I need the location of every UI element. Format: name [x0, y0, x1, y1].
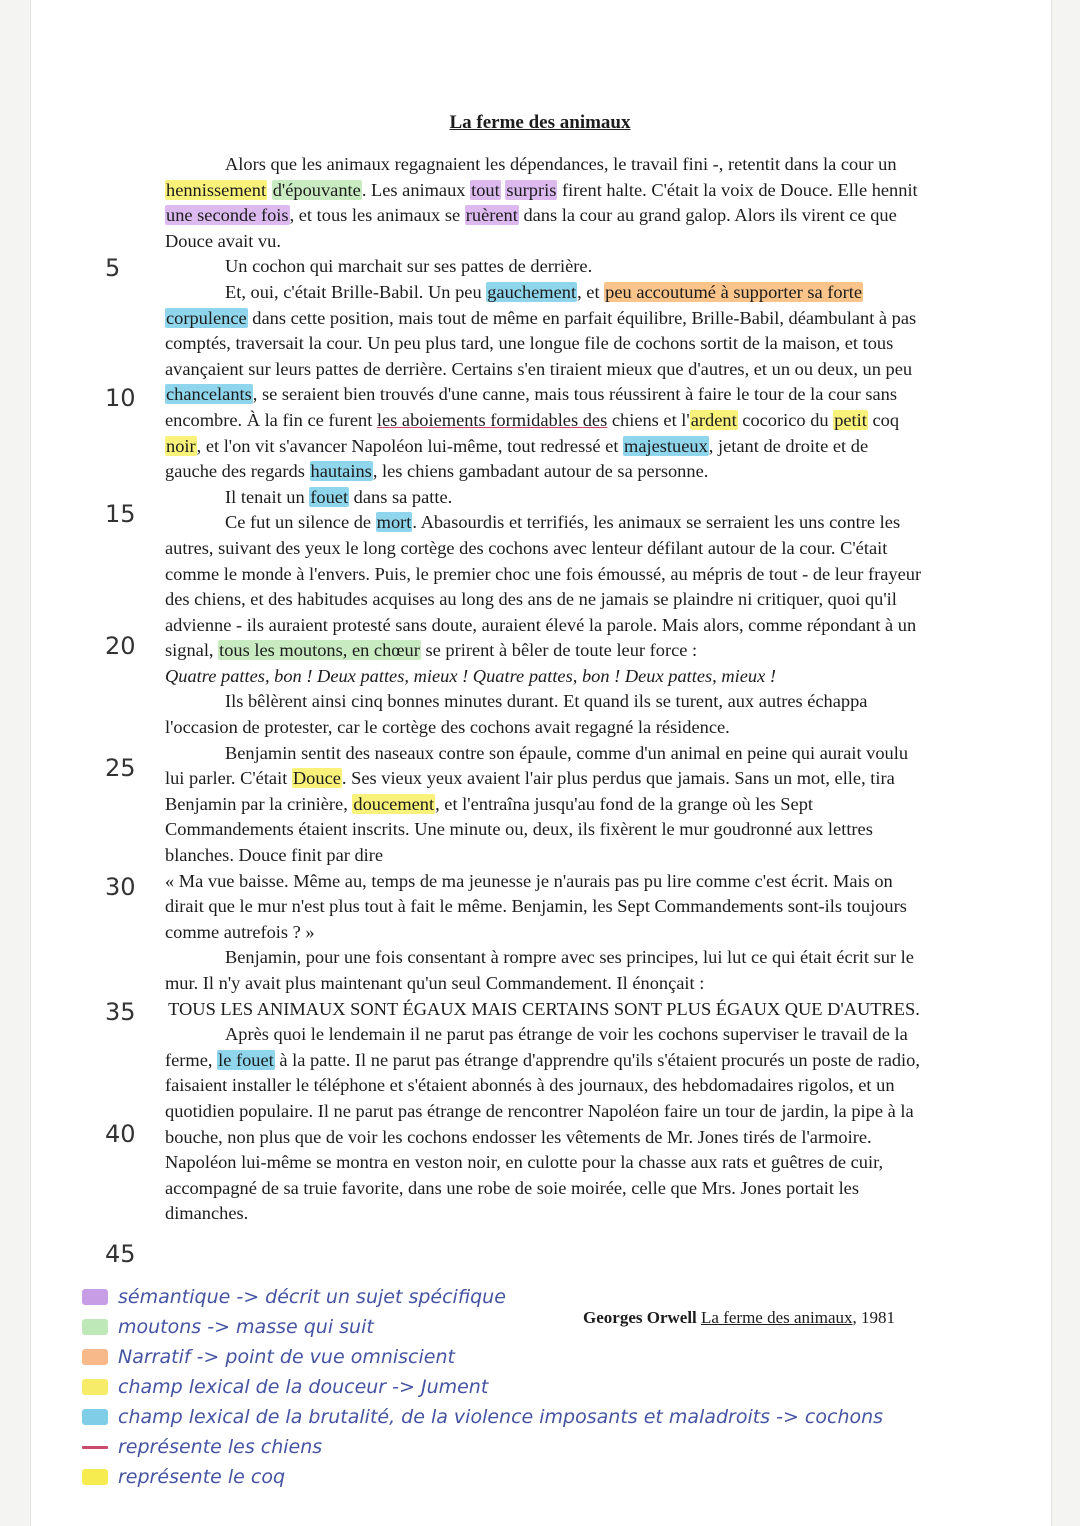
highlighted-word: gauchement [487, 281, 577, 302]
text-run: . Les animaux [361, 179, 471, 200]
color-swatch [82, 1379, 108, 1395]
highlighted-word: hennissement [166, 179, 267, 200]
line-number: 30 [105, 873, 136, 901]
color-swatch [82, 1409, 108, 1425]
paragraph [165, 254, 923, 280]
legend-note: Narratif -> point de vue omniscient [118, 1346, 455, 1368]
paragraph [165, 945, 923, 996]
text-run: Quatre pattes, bon ! Deux pattes, mieux ! Quatre pattes, bon ! Deux pattes, mieux ! [165, 665, 777, 686]
highlighted-word: corpulence [166, 307, 247, 328]
text-run: dans cette position, mais tout de même en parfait équilibre, Brille-Babil, déambulant à pas comptés, traversait la cour. Un peu plus tard, une longue file de cochons sortit de la maison, et tous avançaient sur leurs pattes de derrière. Certains s'en tiraient mieux que d'autres, et un ou deux, un peu [165, 307, 917, 379]
text-run: Un cochon qui marchait sur ses pattes de derrière. [225, 256, 593, 277]
paragraph [165, 741, 923, 869]
highlighted-word: noir [166, 435, 196, 456]
highlighted-word: tout [471, 179, 500, 200]
text-run: Il tenait un [225, 486, 310, 507]
text-run: Après quoi le lendemain il ne parut pas étrange de voir les cochons superviser le travail de la ferme, [165, 1024, 908, 1070]
paragraph [165, 485, 923, 511]
text-run: coq [867, 409, 900, 430]
paragraph [165, 1022, 923, 1227]
underlined-phrase: les aboiements formidables des [376, 409, 608, 430]
legend-note: champ lexical de la brutalité, de la violence imposants et maladroits -> cochons [118, 1406, 884, 1428]
highlighted-word: ruèrent [465, 205, 518, 226]
legend-item [82, 1282, 1042, 1312]
highlighted-word: peu accoutumé à supporter sa forte [605, 281, 863, 302]
line-number: 15 [105, 500, 136, 528]
text-run: se prirent à bêler de toute leur force : [420, 640, 698, 661]
citation-year: , 1981 [852, 1308, 896, 1327]
line-number: 45 [105, 1240, 136, 1268]
text-run: « Ma vue baisse. Même au, temps de ma jeunesse je n'aurais pas pu lire comme c'est écrit. Mais on dirait que le mur n'est plus tout à fait le même. Benjamin, les Sept Commandements sont-ils toujours comme autrefois ? » [165, 870, 907, 942]
line-number: 10 [105, 384, 136, 412]
color-swatch [82, 1289, 108, 1305]
text-run: Benjamin sentit des naseaux contre son épaule, comme d'un animal en peine qui aurait voulu lui parler. C'était [165, 742, 909, 789]
highlighted-word: mort [376, 512, 412, 533]
paragraph [165, 152, 923, 254]
legend-note: représente le coq [118, 1466, 286, 1488]
text-run: Ce fut un silence de [225, 512, 376, 533]
highlighted-word: doucement [353, 793, 435, 814]
legend-note: représente les chiens [118, 1436, 323, 1458]
color-swatch [82, 1319, 108, 1335]
paragraph [165, 510, 923, 664]
document-title: La ferme des animaux [449, 112, 631, 133]
text-run: , et tous les animaux se [289, 205, 465, 226]
legend-item [82, 1342, 1042, 1372]
text-run: Benjamin, pour une fois consentant à rompre avec ses principes, lui lut ce qui était écrit sur le mur. Il n'y avait plus maintenant qu'un seul Commandement. Il énonçait : [165, 947, 914, 993]
legend-item [82, 1462, 1042, 1492]
text-run: . Abasourdis et terrifiés, les animaux se serraient les uns contre les autres, suivant des yeux le long cortège des cochons avec lenteur défilant autour de la cour. C'était comme le monde à l'envers. Puis, le premier choc une fois émoussé, au mépris de tout - de leur frayeur des chiens, et des habitudes acquises au long des ans de ne jamais se plaindre ni critiquer, quoi qu'il advienne - ils auraient protesté sans doute, auraient élevé la parole. Mais alors, comme répondant à un signal, [165, 512, 922, 661]
text-run: dans la cour au grand galop. Alors ils virent ce que Douce avait vu. [165, 205, 897, 251]
highlighted-word: d'épouvante [272, 179, 361, 200]
line-number: 20 [105, 632, 136, 660]
text-run: , et l'on vit s'avancer Napoléon lui-même, tout redressé et [196, 435, 624, 456]
text-run: TOUS LES ANIMAUX SONT ÉGAUX MAIS CERTAINS SONT PLUS ÉGAUX QUE D'AUTRES. [168, 998, 920, 1019]
highlighted-word: fouet [310, 486, 349, 507]
highlighted-word: ardent [690, 409, 737, 430]
paragraph [165, 997, 923, 1023]
highlighted-word: chancelants [166, 384, 252, 405]
highlighted-word: le fouet [218, 1049, 274, 1070]
text-run: cocorico du [737, 409, 834, 430]
citation-book: La ferme des animaux [701, 1308, 853, 1327]
text-run: . Ses vieux yeux avaient l'air plus perdus que jamais. Sans un mot, elle, tira Benjamin par la crinière, [165, 768, 895, 814]
text-body [165, 152, 923, 1227]
paragraph [165, 664, 923, 690]
text-run: Et, oui, c'était Brille-Babil. Un peu [225, 281, 487, 302]
highlighted-word: Douce [292, 768, 341, 789]
legend-note: sémantique -> décrit un sujet spécifique [118, 1286, 506, 1308]
legend-note: moutons -> masse qui suit [118, 1316, 374, 1338]
citation-author: Georges Orwell [583, 1308, 697, 1327]
text-run: à la patte. Il ne parut pas étrange d'apprendre qu'ils s'étaient procurés un poste de radio, faisaient installer le téléphone et s'étaient abonnés à des journaux, des hebdomadaires rigolos, et un quotidien populaire. Il ne parut pas étrange de rencontrer Napoléon faire un tour de jardin, la pipe à la bouche, non plus que de voir les cochons endosser les vêtements de Mr. Jones tirés de l'armoire. Napoléon lui-même se montra en veston noir, en culotte pour la chasse aux rats et guêtres de cuir, accompagné de sa truie favorite, dans une robe de soie moirée, celle que Mrs. Jones portait les dimanches. [165, 1049, 920, 1224]
line-number: 35 [105, 998, 136, 1026]
text-run: firent halte. C'était la voix de Douce. Elle hennit [557, 179, 918, 200]
color-swatch [82, 1349, 108, 1365]
paragraph [165, 869, 923, 946]
color-swatch [82, 1446, 108, 1449]
paragraph [165, 689, 923, 740]
color-swatch [82, 1469, 108, 1485]
highlighted-word: surpris [506, 179, 557, 200]
legend-item [82, 1402, 1042, 1432]
text-run: , les chiens gambadant autour de sa personne. [372, 461, 709, 482]
text-run: , et [577, 281, 605, 302]
line-number: 5 [105, 254, 121, 282]
highlighted-word: hautains [310, 461, 372, 482]
text-run: dans sa patte. [349, 486, 453, 507]
text-run: chiens et l' [607, 409, 690, 430]
legend-item [82, 1312, 1042, 1342]
legend-note: champ lexical de la douceur -> Jument [118, 1376, 489, 1398]
text-run: , se seraient bien trouvés d'une canne, mais tous réussirent à faire le tour de la cour sans encombre. À la fin ce furent [165, 384, 897, 430]
text-run: , et l'entraîna jusqu'au fond de la grange où les Sept Commandements étaient inscrits. Une minute ou, deux, ils fixèrent le mur goudronné aux lettres blanches. Douce finit par dire [165, 793, 873, 866]
paragraph [165, 280, 923, 485]
line-number: 40 [105, 1120, 136, 1148]
legend-item [82, 1372, 1042, 1402]
text-run: , jetant de droite et de gauche des regards [165, 435, 869, 482]
highlighted-word: petit [834, 409, 867, 430]
highlighted-word: tous les moutons, en chœur [219, 640, 420, 661]
legend-item [82, 1432, 1042, 1462]
handwritten-legend [82, 1282, 1042, 1492]
text-run: Ils bêlèrent ainsi cinq bonnes minutes durant. Et quand ils se turent, aux autres échappa l'occasion de protester, car le cortège des cochons avait regagné la résidence. [165, 691, 868, 738]
highlighted-word: une seconde fois [166, 205, 289, 226]
text-run: Alors que les animaux regagnaient les dépendances, le travail fini -, retentit dans la cour un [225, 154, 897, 174]
line-number: 25 [105, 754, 136, 782]
highlighted-word: majestueux [624, 435, 708, 456]
